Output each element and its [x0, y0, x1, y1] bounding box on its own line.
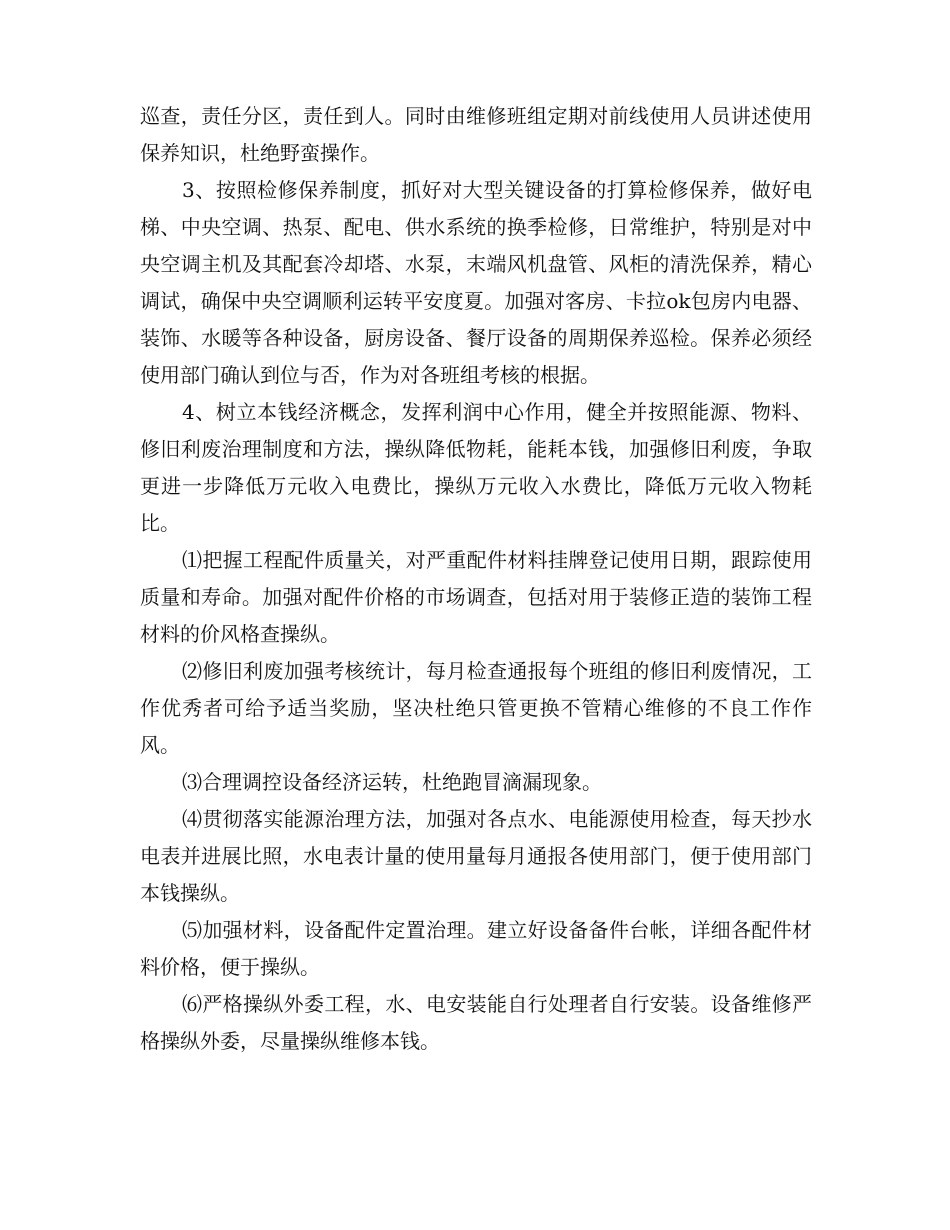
paragraph-2: 3、按照检修保养制度，抓好对大型关键设备的打算检修保养，做好电梯、中央空调、热泵、配电、供水系统的换季检修，日常维护，特别是对中央空调主机及其配套冷却塔、水泵，末端风机盘管、风柜的清洗保养，精心调试，确保中央空调顺利运转平安度夏。加强对客房、卡拉ok包房内电器、装饰、水暖等各种设备，厨房设备、餐厅设备的周期保养巡检。保养必须经使用部门确认到位与否，作为对各班组考核的根据。: [140, 178, 812, 387]
paragraph-9: ⑹严格操纵外委工程，水、电安装能自行处理者自行安装。设备维修严格操纵外委，尽量操纵维修本钱。: [140, 992, 812, 1053]
paragraph-1: 巡查，责任分区，责任到人。同时由维修班组定期对前线使用人员讲述使用保养知识，杜绝野蛮操作。: [140, 104, 812, 165]
paragraph-5: ⑵修旧利废加强考核统计，每月检查通报每个班组的修旧利废情况，工作优秀者可给予适当奖励，坚决杜绝只管更换不管精心维修的不良工作作风。: [140, 659, 812, 757]
paragraph-7: ⑷贯彻落实能源治理方法，加强对各点水、电能源使用检查，每天抄水电表并进展比照，水电表计量的使用量每月通报各使用部门，便于使用部门本钱操纵。: [140, 807, 812, 905]
paragraph-6: ⑶合理调控设备经济运转，杜绝跑冒滴漏现象。: [182, 770, 602, 794]
paragraph-8: ⑸加强材料，设备配件定置治理。建立好设备备件台帐，详细各配件材料价格，便于操纵。: [140, 918, 812, 979]
paragraph-3: 4、树立本钱经济概念，发挥利润中心作用，健全并按照能源、物料、修旧利废治理制度和方法，操纵降低物耗，能耗本钱，加强修旧利废，争取更进一步降低万元收入电费比，操纵万元收入水费比，降低万元收入物耗比。: [140, 400, 812, 535]
document-page: [140, 98, 812, 1060]
paragraph-4: ⑴把握工程配件质量关，对严重配件材料挂牌登记使用日期，跟踪使用质量和寿命。加强对配件价格的市场调查，包括对用于装修正造的装饰工程材料的价风格查操纵。: [140, 548, 812, 646]
